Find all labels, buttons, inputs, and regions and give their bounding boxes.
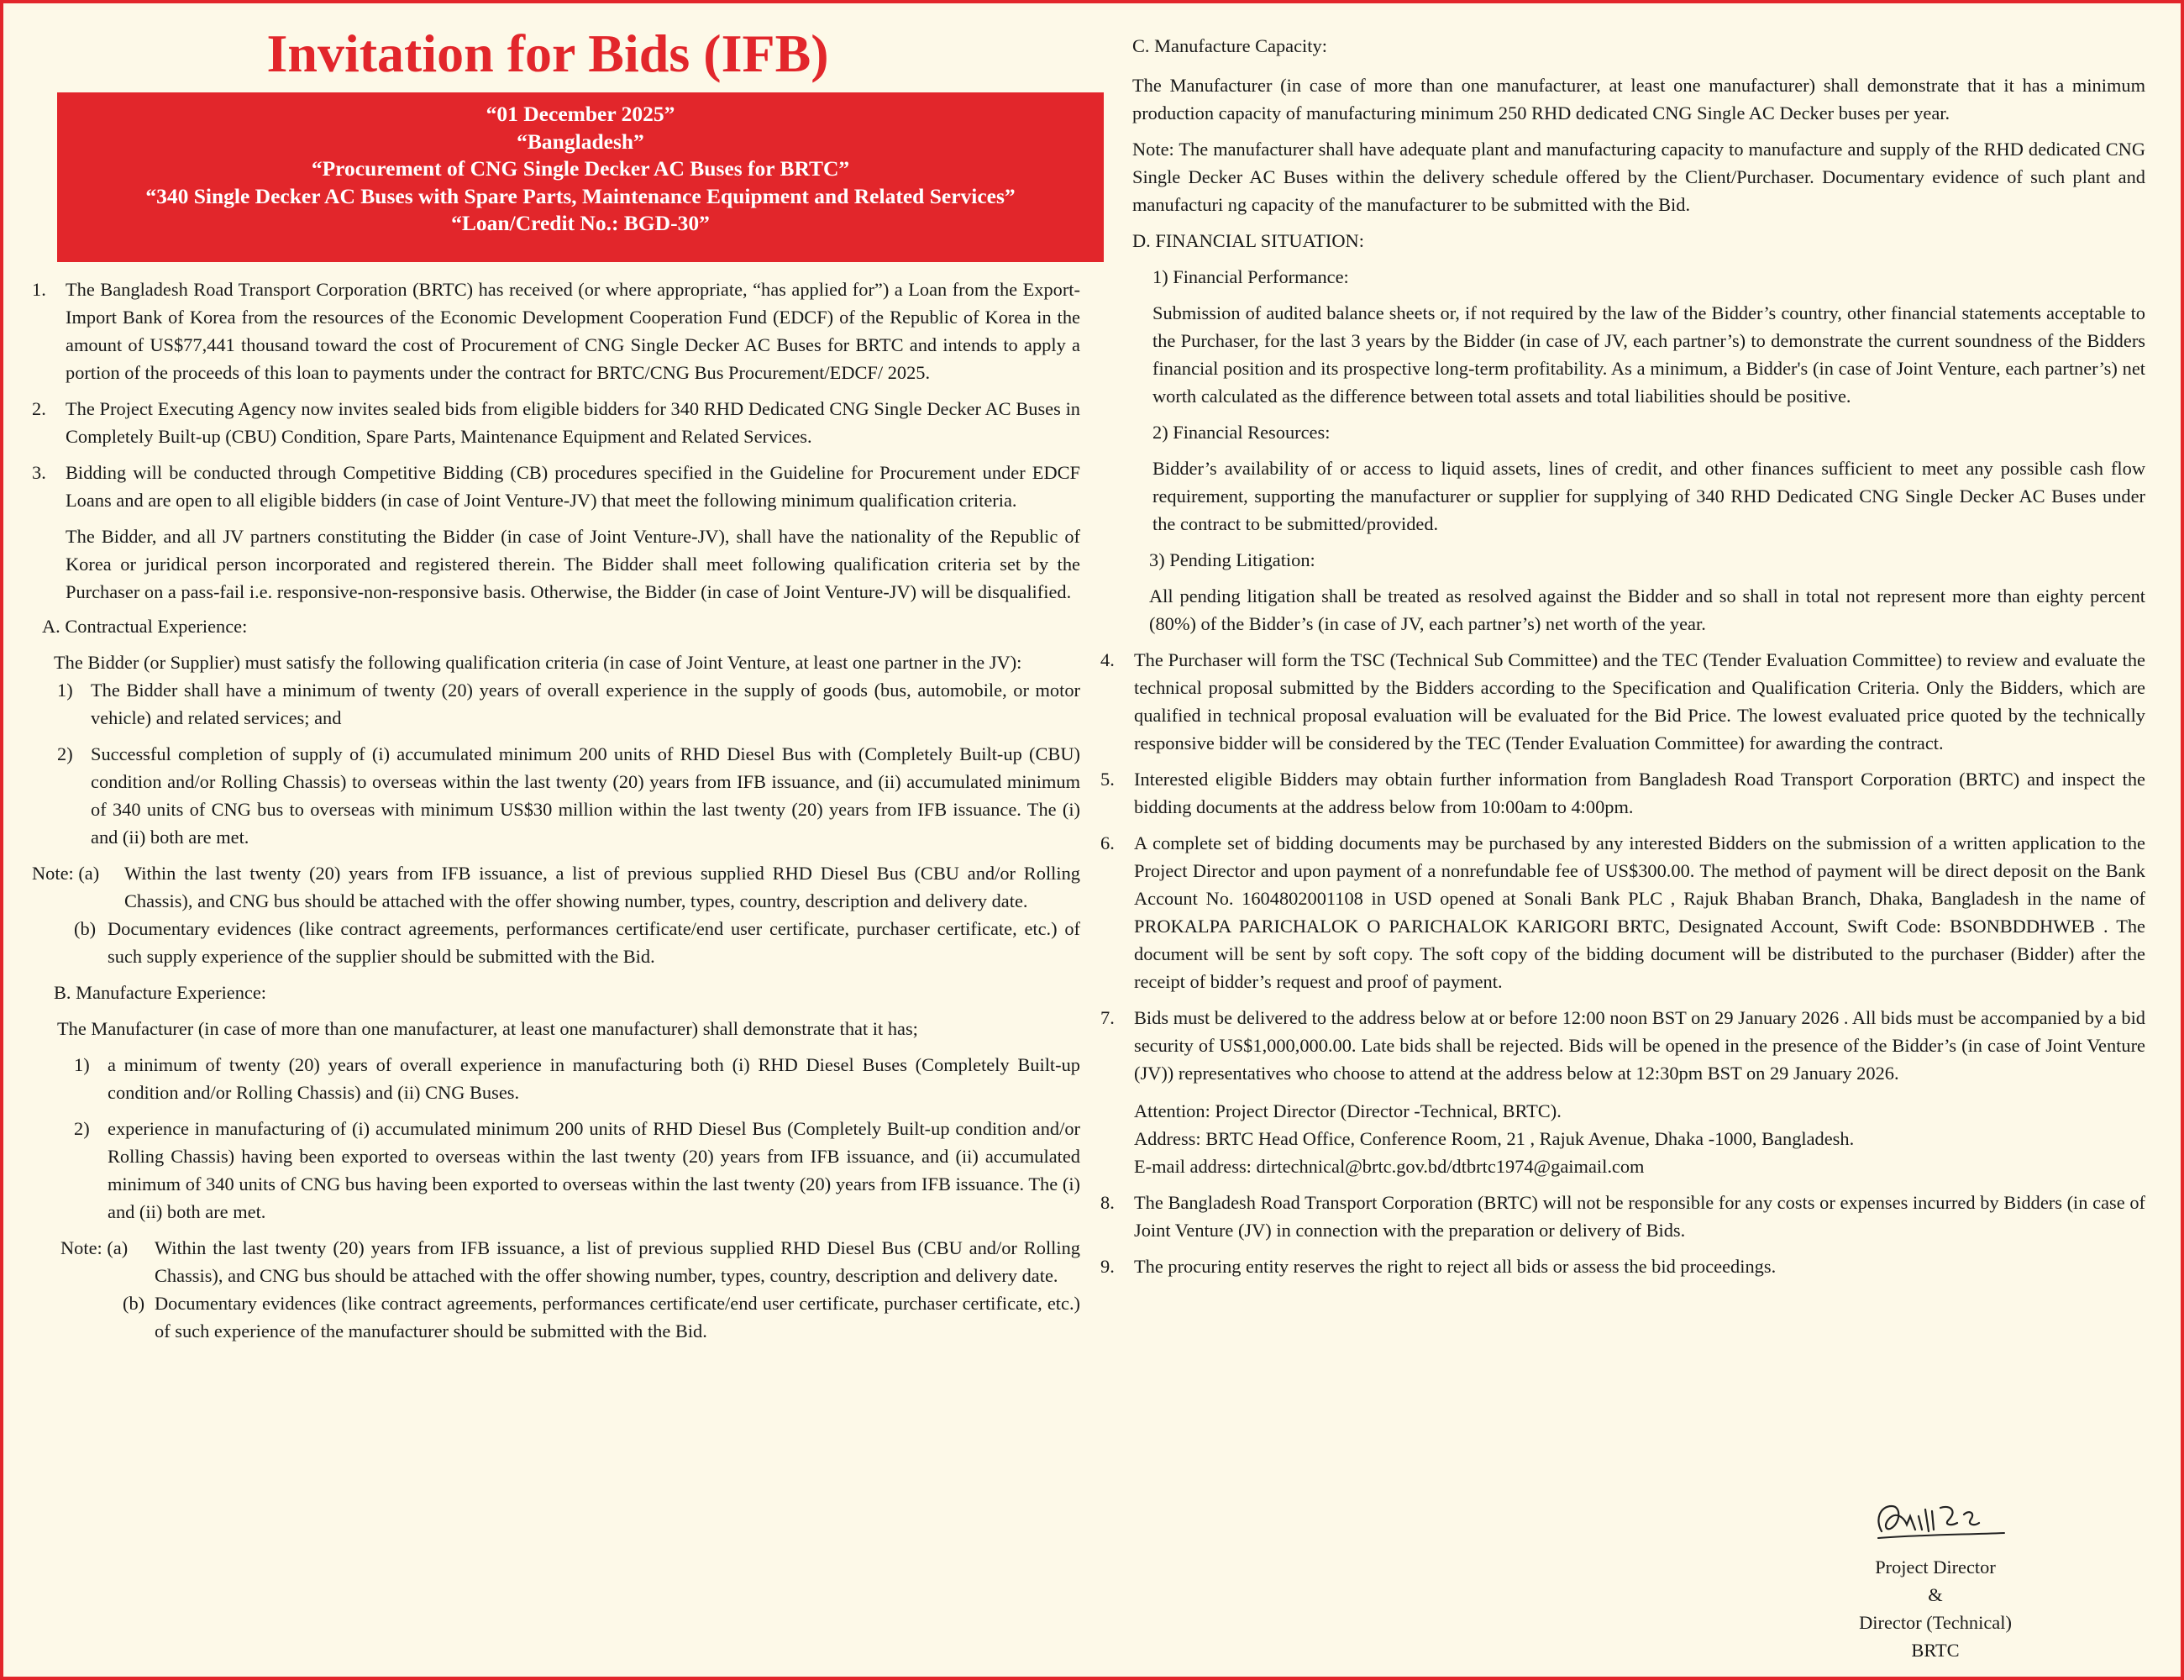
item-text: The Project Executing Agency now invites sealed bids from eligible bidders for 340 RHD Dedicated CNG Single Decker AC Buses in Completely Built-up (CBU) Condition, Spare Parts, Maintenance Equipment and Related Services. [66, 398, 1080, 447]
header-country: “Bangladesh” [517, 129, 644, 154]
item-text: Successful completion of supply of (i) accumulated minimum 200 units of RHD Diesel Bus with (Completely Built-up (CBU) condition and/or Rolling Chassis) to overseas within the last twenty (20) years from IFB issuance, and (ii) accumulated minimum of 340 units of CNG bus to overseas with minimum US$30 million within the last twenty (20) years from IFB issuance. The (i) and (ii) both are met. [91, 743, 1080, 848]
item-number: 6. [1100, 832, 1115, 853]
item-number: 2. [32, 398, 46, 419]
item-number: 5. [1100, 769, 1115, 790]
item-3 [32, 459, 1080, 606]
item-number: 1) [57, 680, 73, 701]
item-number: 1. [32, 279, 46, 300]
note-text: Documentary evidences (like contract agreements, performances certificate/end user certificate, purchaser certificate, etc.) of such supply experience of the supplier should be submitted with the Bid. [108, 918, 1080, 967]
section-a-item-2 [32, 740, 1080, 851]
page-title: Invitation for Bids (IFB) [266, 24, 829, 83]
item-text: experience in manufacturing of (i) accumulated minimum 200 units of RHD Diesel Bus (Completely Built-up condition and/or Rolling Chassis) having been exported to overseas within the last twenty (20) years from IFB issuance, and (ii) accumulated minimum of 340 units of CNG bus having been exported to overseas within the last twenty (20) years from IFB issuance. The (i) and (ii) both are met. [108, 1118, 1080, 1222]
item-text: Bidding will be conducted through Competitive Bidding (CB) procedures specified in the Guideline for Procurement under EDCF Loans and are open to all eligible bidders (in case of Joint Venture-JV) that meet the following minimum qualification criteria. [66, 462, 1080, 511]
item-text: The Bidder, and all JV partners constituting the Bidder (in case of Joint Venture-JV), shall have the nationality of the Republic of Korea or juridical person incorporated and registered therein. The Bidder shall meet following qualification criteria set by the Purchaser on a pass-fail i.e. responsive-non-responsive basis. Otherwise, the Bidder (in case of Joint Venture-JV) will be disqualified. [66, 526, 1080, 602]
section-d1-text: Submission of audited balance sheets or, if not required by the law of the Bidder’s country, other financial statements acceptable to the Purchaser, for the last 3 years by the Bidder (in case of JV, each partner’s) to demonstrate the current soundness of the Bidders financial position and its prospective long-term profitability. As a minimum, a Bidder's (in case of Joint Venture, each partner’s) net worth calculated as the difference between total assets and total liabilities should be positive. [1152, 302, 2145, 407]
section-a-intro: The Bidder (or Supplier) must satisfy the following qualification criteria (in case of Joint Venture, at least one partner in the JV): [54, 652, 1022, 673]
note-label: Note: (a) [60, 1237, 129, 1258]
left-column [32, 3, 1080, 1345]
section-a-heading: A. Contractual Experience: [42, 616, 248, 637]
note-text: Documentary evidences (like contract agreements, performances certificate/end user certificate, purchaser certificate, etc.) of such experience of the manufacturer should be submitted with the Bid. [155, 1293, 1080, 1341]
attention-line: Attention: Project Director (Director -Technical, BRTC). [1134, 1100, 1562, 1121]
note-text: Within the last twenty (20) years from IFB issuance, a list of previous supplied RHD Diesel Bus (CBU and/or Rolling Chassis), and CNG bus should be attached with the offer showing number, types, country, description and delivery date. [124, 863, 1080, 911]
section-b-item-2 [32, 1115, 1080, 1226]
section-b-note-a [32, 1234, 1080, 1289]
note-label: Note: (a) [32, 863, 100, 884]
signatory-ampersand: & [1928, 1584, 1943, 1605]
header-procurement: “Procurement of CNG Single Decker AC Buses for BRTC” [311, 156, 850, 181]
note-label: (b) [74, 918, 97, 939]
item-number: 7. [1100, 1007, 1115, 1028]
section-d2-text: Bidder’s availability of or access to liquid assets, lines of credit, and other finances sufficient to meet any possible cash flow requirement, supporting the manufacturer or supplier for supplying of 340 RHD Dedicated CNG Single Decker AC Buses under the contract to be submitted/provided. [1152, 458, 2145, 534]
item-number: 4. [1100, 649, 1115, 670]
item-2 [32, 395, 1080, 450]
header-loan: “Loan/Credit No.: BGD-30” [451, 211, 710, 235]
item-text: A complete set of bidding documents may be purchased by any interested Bidders on the submission of a written application to the Project Director and upon payment of a nonrefundable fee of US$300.00. The method of payment will be direct deposit on the Bank Account No. 1604802001108 in USD opened at Sonali Bank PLC , Rajuk Bhaban Branch, Dhaka, Bangladesh in the name of PROKALPA PARICHALOK O PARICHALOK KARIGORI BRTC, Designated Account, Swift Code: BSONBDDHWEB . The document will be sent by soft copy. The soft copy of the bidding document will be distributed to the purchaser (Bidder) after the receipt of bidder’s request and proof of payment. [1134, 832, 2145, 992]
note-label: (b) [123, 1293, 145, 1314]
section-d-heading: D. FINANCIAL SITUATION: [1132, 230, 1364, 251]
item-text: The procuring entity reserves the right to reject all bids or assess the bid proceedings. [1134, 1256, 1777, 1277]
signature-block [1851, 1494, 2019, 1664]
section-b-note-b [32, 1289, 1080, 1345]
item-text: Bids must be delivered to the address below at or before 12:00 noon BST on 29 January 2026 . All bids must be accompanied by a bid security of US$1,000,000.00. Late bids shall be rejected. Bids will be opened in the presence of the Bidder’s (in case of Joint Venture (JV)) representatives who choose to attend at the address below at 12:30pm BST on 29 January 2026. [1134, 1007, 2145, 1084]
item-number: 2) [74, 1118, 90, 1139]
header-lot: “340 Single Decker AC Buses with Spare Parts, Maintenance Equipment and Related Services” [145, 183, 1016, 208]
section-c-text: The Manufacturer (in case of more than one manufacturer, at least one manufacturer) shall demonstrate that it has a minimum production capacity of manufacturing minimum 250 RHD dedicated CNG Single AC Decker buses per year. [1132, 75, 2145, 123]
section-d1-heading: 1) Financial Performance: [1152, 266, 1349, 287]
item-number: 9. [1100, 1256, 1115, 1277]
item-text: Interested eligible Bidders may obtain further information from Bangladesh Road Transport Corporation (BRTC) and inspect the bidding documents at the address below from 10:00am to 4:00pm. [1134, 769, 2145, 817]
item-text: a minimum of twenty (20) years of overall experience in manufacturing both (i) RHD Diesel Buses (Completely Built-up condition and/or Rolling Chassis) and (ii) CNG Buses. [108, 1054, 1080, 1103]
section-b-heading: B. Manufacture Experience: [54, 982, 267, 1003]
section-b-intro: The Manufacturer (in case of more than one manufacturer, at least one manufacturer) shall demonstrate that it has; [57, 1018, 918, 1039]
section-d3-text: All pending litigation shall be treated as resolved against the Bidder and so shall in total not represent more than eighty percent (80%) of the Bidder’s (in case of JV, each partner’s) net worth of the year. [1149, 585, 2145, 634]
item-text: The Purchaser will form the TSC (Technical Sub Committee) and the TEC (Tender Evaluation Committee) to review and evaluate the technical proposal submitted by the Bidders according to the Specification and Qualification Criteria. Only the Bidders, which are qualified in technical proposal evaluation will be evaluated for the Bid Price. The lowest evaluated price quoted by the technically responsive bidder will be considered by the TEC (Tender Evaluation Committee) for awarding the contract. [1134, 649, 2145, 753]
signature-scribble [1870, 1494, 2013, 1546]
signatory-title-2: Director (Technical) [1859, 1612, 2012, 1633]
section-a-note-b [32, 915, 1080, 970]
item-text: The Bidder shall have a minimum of twenty (20) years of overall experience in the supply of goods (bus, automobile, or motor vehicle) and related services; and [91, 680, 1080, 728]
section-d2-heading: 2) Financial Resources: [1152, 422, 1331, 443]
note-text: Within the last twenty (20) years from IFB issuance, a list of previous supplied RHD Diesel Bus (CBU and/or Rolling Chassis), and CNG bus should be attached with the offer showing number, types, country, description and delivery date. [155, 1237, 1080, 1286]
section-d3-heading: 3) Pending Litigation: [1149, 549, 1315, 570]
item-1 [32, 276, 1080, 386]
item-number: 8. [1100, 1192, 1115, 1213]
item-text: The Bangladesh Road Transport Corporation (BRTC) has received (or where appropriate, “has applied for”) a Loan from the Export-Import Bank of Korea from the resources of the Economic Development Cooperation Fund (EDCF) of the Republic of Korea in the amount of US$77,441 thousand toward the cost of Procurement of CNG Single Decker AC Buses for BRTC and intends to apply a portion of the proceeds of this loan to payments under the contract for BRTC/CNG Bus Procurement/EDCF/ 2025. [66, 279, 1080, 383]
item-number: 2) [57, 743, 73, 764]
address-line: Address: BRTC Head Office, Conference Room, 21 , Rajuk Avenue, Dhaka -1000, Bangladesh. [1134, 1128, 1855, 1149]
section-b-item-1 [32, 1051, 1080, 1106]
signatory-org: BRTC [1911, 1640, 1960, 1661]
section-c-heading: C. Manufacture Capacity: [1132, 35, 1327, 56]
item-8 [1100, 1189, 2145, 1244]
item-5 [1100, 765, 2145, 821]
section-a-item-1 [32, 676, 1080, 732]
item-7 [1100, 1004, 2145, 1180]
email-line: E-mail address: dirtechnical@brtc.gov.bd/dtbrtc1974@gaimail.com [1134, 1156, 1645, 1177]
item-number: 1) [74, 1054, 90, 1075]
item-number: 3. [32, 462, 46, 483]
section-a-note-a [32, 859, 1080, 915]
signatory-title: Project Director [1875, 1557, 1996, 1578]
right-column [1100, 3, 2145, 1280]
item-6 [1100, 829, 2145, 995]
header-box [57, 92, 1104, 262]
header-date: “01 December 2025” [486, 102, 675, 126]
item-9 [1100, 1252, 2145, 1280]
section-c-note: Note: The manufacturer shall have adequate plant and manufacturing capacity to manufacture and supply of the RHD dedicated CNG Single Decker AC Buses within the delivery schedule offered by the Client/Purchaser. Documentary evidence of such plant and manufacturi ng capacity of the manufacturer to be submitted with the Bid. [1132, 139, 2145, 215]
item-4 [1100, 646, 2145, 757]
item-text: The Bangladesh Road Transport Corporation (BRTC) will not be responsible for any costs or expenses incurred by Bidders (in case of Joint Venture (JV) in connection with the preparation or delivery of Bids. [1134, 1192, 2145, 1241]
